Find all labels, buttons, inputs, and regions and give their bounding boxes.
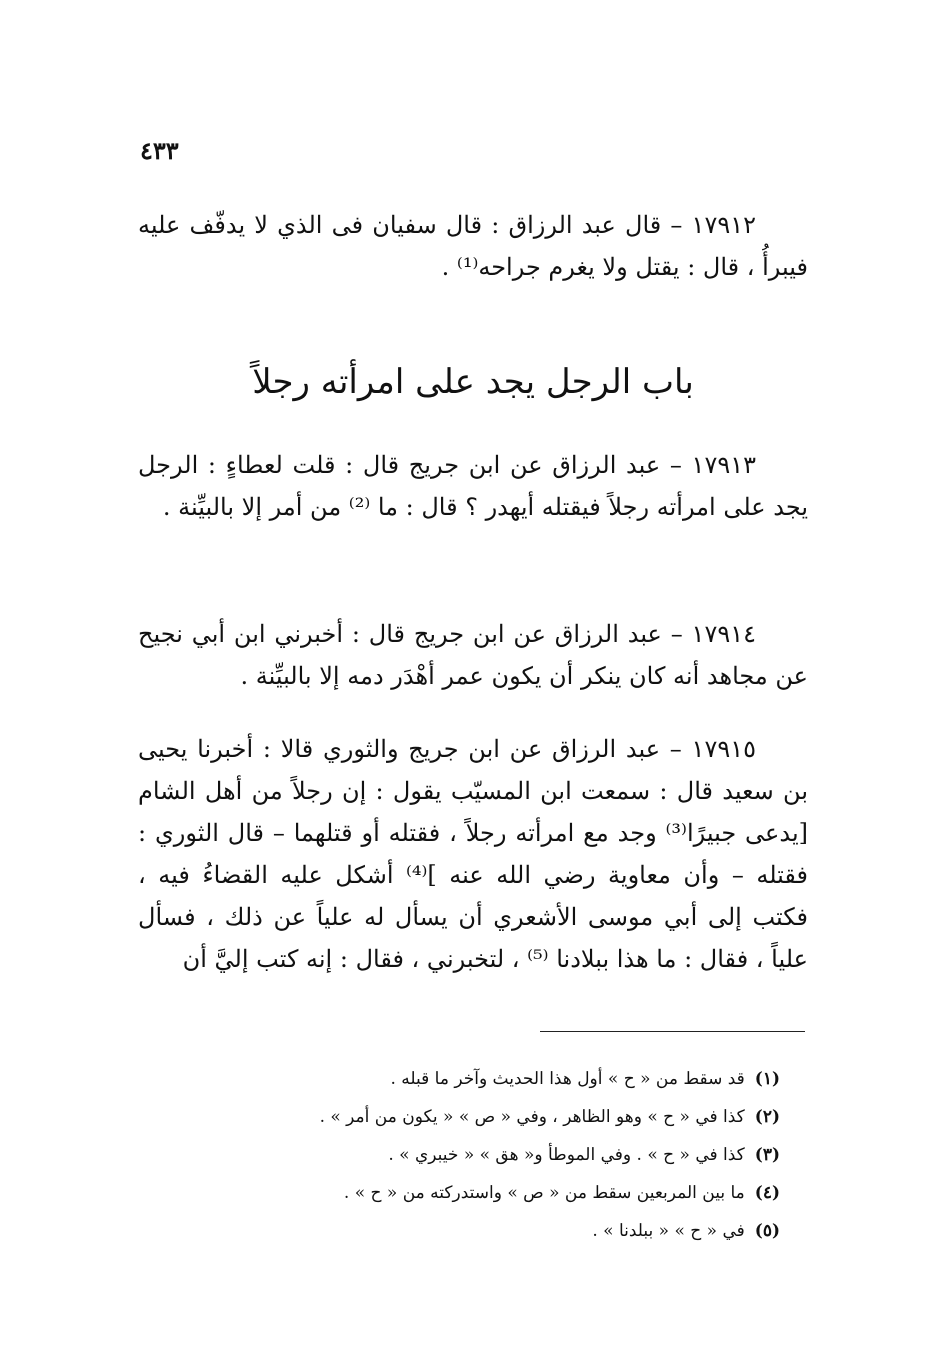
footnote-divider xyxy=(540,1031,805,1032)
footnote-item xyxy=(140,1212,780,1250)
hadith-block-2 xyxy=(138,613,808,697)
footnote-text: في « ح » « ببلدنا » . xyxy=(592,1221,745,1241)
footnote-item xyxy=(140,1060,780,1098)
footnote-text: ما بين المربعين سقط من « ص » واستدركته من « ح » . xyxy=(343,1183,745,1203)
footnote-number: (٤) xyxy=(754,1183,780,1203)
footnote-number: (٣) xyxy=(754,1145,780,1165)
footnote-number: (٥) xyxy=(754,1221,780,1241)
footnote-text: قد سقط من « ح » أول هذا الحديث وآخر ما قبله . xyxy=(390,1069,745,1089)
footnote-item xyxy=(140,1174,780,1212)
hadith-block-1 xyxy=(138,444,808,528)
top-hadith-block xyxy=(138,204,808,288)
hadith-paragraph-17913: ١٧٩١٣ – عبد الرزاق عن ابن جريج قال : قلت لعطاءٍ : الرجل يجد على امرأته رجلاً فيقتله أيهدر ؟ قال : ما ⁽²⁾ من أمر إلا بالبيِّنة . xyxy=(138,451,808,521)
footnote-number: (١) xyxy=(754,1069,780,1089)
page-number: ٤٣٣ xyxy=(140,136,179,165)
footnote-text: كذا في « ح » وهو الظاهر ، وفي « ص » « يكون من أمر » . xyxy=(319,1107,745,1127)
footnote-item xyxy=(140,1136,780,1174)
section-heading: باب الرجل يجد على امرأته رجلاً xyxy=(252,362,694,402)
hadith-block-3 xyxy=(138,728,808,980)
hadith-paragraph-17915: ١٧٩١٥ – عبد الرزاق عن ابن جريج والثوري قالا : أخبرنا يحيى بن سعيد قال : سمعت ابن المسيّب يقول : إن رجلاً من أهل الشام [يدعى جبيرًا⁽³⁾ وجد مع امرأته رجلاً ، فقتله أو قتلهما – قال الثوري : فقتله – وأن معاوية رضي الله عنه ]⁽⁴⁾ أشكل عليه القضاءُ فيه ، فكتب إلى أبي موسى الأشعري أن يسأل له علياً عن ذلك ، فسأل علياً ، فقال : ما هذا ببلادنا ⁽⁵⁾ ، لتخبرني ، فقال : إنه كتب إليَّ أن xyxy=(138,735,808,973)
footnote-text: كذا في « ح » . وفي الموطأ و« هق » « خيبري » . xyxy=(388,1145,745,1165)
hadith-paragraph-17912: ١٧٩١٢ – قال عبد الرزاق : قال سفيان فى الذي لا يدفّف عليه فيبرأُ ، قال : يقتل ولا يغرم جراحه⁽¹⁾ . xyxy=(138,211,808,281)
hadith-paragraph-17914: ١٧٩١٤ – عبد الرزاق عن ابن جريج قال : أخبرني ابن أبي نجيح عن مجاهد أنه كان ينكر أن يكون عمر أهْدَر دمه إلا بالبيِّنة . xyxy=(138,620,808,690)
footnotes-section xyxy=(140,1060,780,1250)
footnote-number: (٢) xyxy=(754,1107,780,1127)
footnote-item xyxy=(140,1098,780,1136)
